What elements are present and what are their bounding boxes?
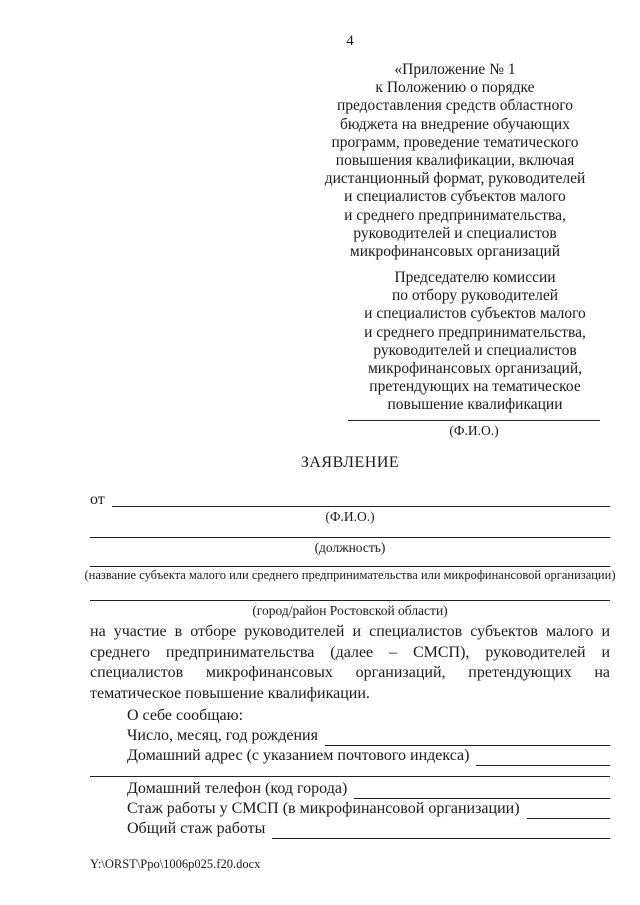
birthdate-label: Число, месяц, год рождения bbox=[127, 727, 318, 744]
footer-file-path: Y:\ORST\Ppo\1006p025.f20.docx bbox=[90, 857, 261, 871]
birthdate-blank-line bbox=[325, 726, 610, 746]
addressee-line: Председателю комиссии bbox=[394, 269, 556, 286]
addressee-signature-caption: (Ф.И.О.) bbox=[449, 423, 499, 438]
appendix-note bbox=[290, 61, 620, 261]
field-row-home-address bbox=[90, 746, 610, 766]
addressee-signature-blank-line bbox=[348, 406, 600, 421]
appendix-line: повышения квалификации, включая bbox=[335, 152, 575, 170]
appendix-line: предоставления средств областного bbox=[336, 97, 574, 115]
home-address-label: Домашний адрес (с указанием почтового индекса) bbox=[127, 747, 470, 764]
page-number: 4 bbox=[346, 33, 354, 49]
caption-organization: (название субъекта малого или среднего предпринимательства или микрофинансовой организации) bbox=[84, 568, 616, 582]
caption-position: (должность) bbox=[314, 540, 386, 555]
field-row-home-phone bbox=[90, 779, 610, 799]
appendix-line: «Приложение № 1 bbox=[394, 61, 516, 78]
addressee-line: и среднего предпринимательства, bbox=[364, 323, 586, 341]
addressee-line: по отбору руководителей bbox=[391, 287, 559, 305]
appendix-line: программ, проведение тематического bbox=[331, 133, 579, 151]
caption-city: (город/район Ростовской области) bbox=[252, 603, 448, 618]
caption-fio: (Ф.И.О.) bbox=[325, 509, 375, 524]
about-section bbox=[90, 706, 610, 839]
from-label: от bbox=[90, 491, 105, 508]
appendix-line: бюджета на внедрение обучающих bbox=[340, 115, 570, 133]
body-paragraph: на участие в отборе руководителей и специалистов субъектов малого и среднего предпринимательства (далее – СМСП), руководителей и специалистов микрофинансовых организаций, претендующих на тематическое повышение квалификации. bbox=[90, 623, 610, 702]
total-experience-blank-line bbox=[272, 819, 610, 839]
appendix-line: к Положению о порядке bbox=[375, 79, 535, 97]
appendix-line: микрофинансовых организаций bbox=[349, 243, 561, 261]
addressee-line: повышение квалификации bbox=[387, 396, 563, 414]
appendix-line: дистанционный формат, руководителей bbox=[324, 170, 586, 188]
home-phone-blank-line bbox=[354, 779, 610, 799]
applicant-form bbox=[84, 491, 616, 620]
appendix-line: и среднего предпринимательства, bbox=[344, 206, 566, 224]
home-address-continuation-line bbox=[90, 766, 610, 777]
home-address-blank-line bbox=[476, 746, 610, 766]
appendix-line: и специалистов субъектов малого bbox=[344, 188, 566, 206]
addressee-line: и специалистов субъектов малого bbox=[364, 305, 586, 323]
addressee-line: микрофинансовых организаций, bbox=[367, 360, 583, 378]
position-blank-line bbox=[90, 526, 610, 538]
document-title: ЗАЯВЛЕНИЕ bbox=[300, 454, 400, 471]
addressee-line: руководителей и специалистов bbox=[373, 341, 577, 359]
organization-blank-line bbox=[90, 557, 610, 567]
from-row bbox=[90, 492, 610, 507]
total-experience-label: Общий стаж работы bbox=[127, 820, 266, 837]
about-intro: О себе сообщаю: bbox=[127, 707, 244, 724]
field-row-smsp-experience bbox=[90, 799, 610, 819]
field-row-birthdate bbox=[90, 726, 610, 746]
home-phone-label: Домашний телефон (код города) bbox=[127, 780, 348, 797]
fio-blank-line bbox=[112, 492, 610, 507]
addressee-line: претендующих на тематическое bbox=[369, 378, 581, 396]
appendix-line: руководителей и специалистов bbox=[353, 224, 557, 242]
smsp-experience-blank-line bbox=[527, 799, 610, 819]
smsp-experience-label: Стаж работы у СМСП (в микрофинансовой организации) bbox=[127, 800, 520, 817]
addressee-block bbox=[310, 269, 640, 415]
city-blank-line bbox=[90, 584, 610, 601]
field-row-total-experience bbox=[90, 819, 610, 839]
